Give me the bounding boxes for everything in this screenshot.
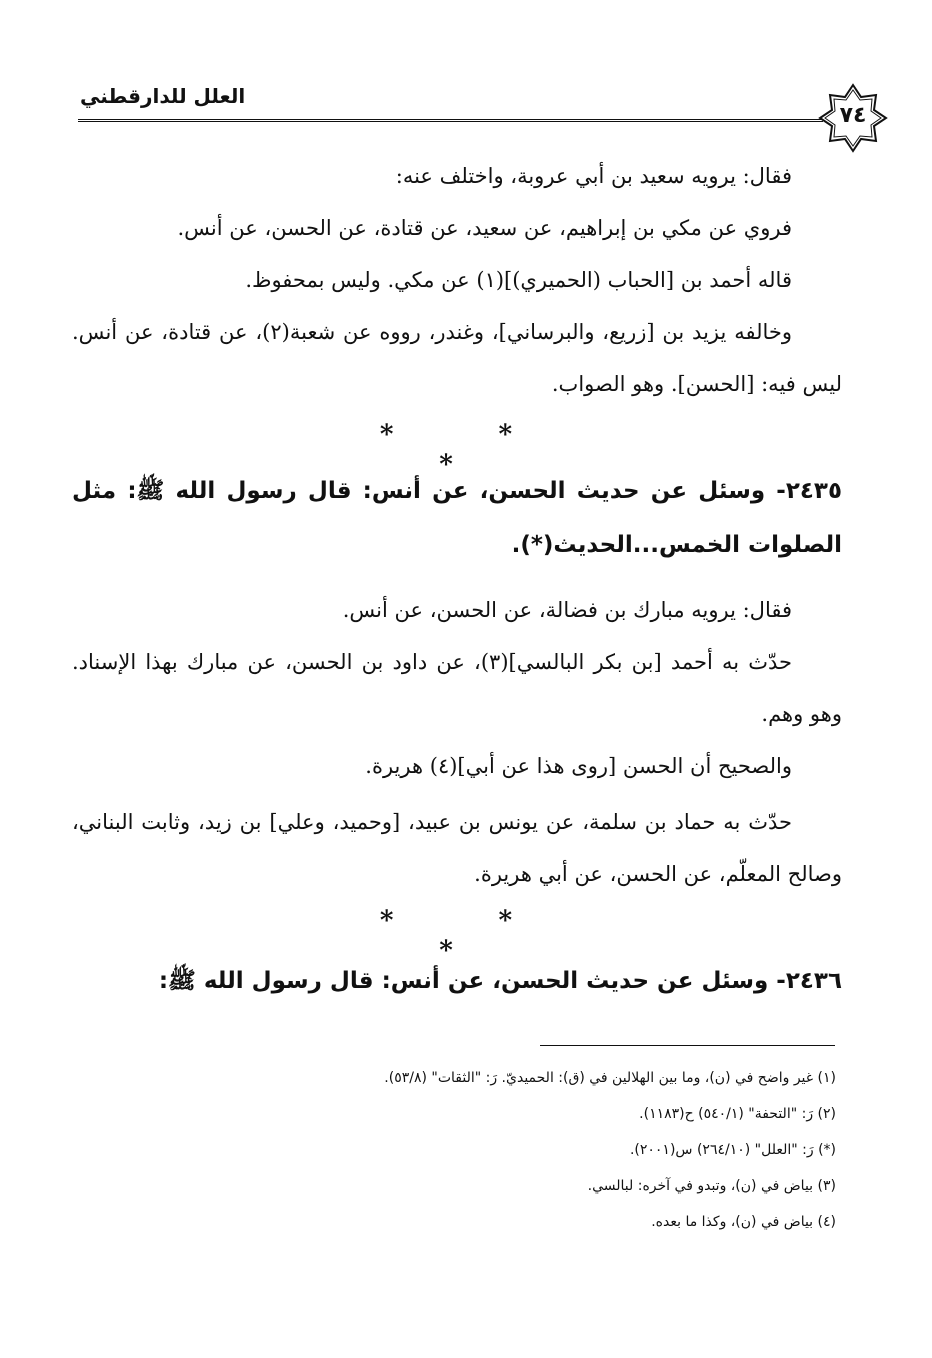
- section-separator: * * *: [379, 420, 561, 480]
- footnote: (٣) بياض في (ن)، وتبدو في آخره: لبالسي.: [587, 1178, 836, 1194]
- page-number-badge: [818, 83, 888, 153]
- paragraph: حدّث به أحمد [بن بكر البالسي](٣)، عن داود بن الحسن، عن مبارك بهذا الإسناد. وهو وهم.: [72, 650, 842, 726]
- footnote: (٤) بياض في (ن)، وكذا ما بعده.: [651, 1214, 836, 1230]
- footnote: (*) رَ: "العلل" (٢٦٤/١٠) س(٢٠٠١).: [629, 1142, 836, 1158]
- entry-heading-2435: ٢٤٣٥- وسئل عن حديث الحسن، عن أنس: قال رسول الله ﷺ: مثل الصلوات الخمس...الحديث(*).: [72, 478, 842, 558]
- section-separator: * * *: [379, 906, 561, 966]
- paragraph: والصحيح أن الحسن [روى هذا عن أبي](٤) هريرة.: [365, 754, 792, 778]
- paragraph: فقال: يرويه سعيد بن أبي عروبة، واختلف عنه:: [395, 164, 792, 188]
- footnote-rule: [540, 1045, 835, 1046]
- paragraph: فروي عن مكي بن إبراهيم، عن سعيد، عن قتادة، عن الحسن، عن أنس.: [177, 216, 792, 240]
- page-number: ٧٤: [839, 103, 867, 128]
- header-rule: [78, 119, 823, 122]
- paragraph: فقال: يرويه مبارك بن فضالة، عن الحسن، عن أنس.: [342, 598, 792, 622]
- running-header-title: العلل للدارقطني: [80, 84, 246, 108]
- footnote: (٢) رَ: "التحفة" (٥٤٠/١) ح(١١٨٣).: [639, 1106, 836, 1122]
- footnote: (١) غير واضح في (ن)، وما بين الهلالين في (ق): الحميديّ. رَ: "الثقات" (٥٣/٨).: [384, 1070, 836, 1086]
- paragraph: قاله أحمد بن [الحباب (الحميري)](١) عن مكي. وليس بمحفوظ.: [245, 268, 792, 292]
- entry-heading-2436: ٢٤٣٦- وسئل عن حديث الحسن، عن أنس: قال رسول الله ﷺ:: [158, 968, 842, 994]
- paragraph: حدّث به حماد بن سلمة، عن يونس بن عبيد، [وحميد، وعلي] بن زيد، وثابت البناني، وصالح المعلّم، عن الحسن، عن أبي هريرة.: [72, 810, 842, 886]
- paragraph: وخالفه يزيد بن [زريع، والبرساني]، وغندر، رووه عن شعبة(٢)، عن قتادة، عن أنس. ليس فيه: [الحسن]. وهو الصواب.: [72, 320, 842, 396]
